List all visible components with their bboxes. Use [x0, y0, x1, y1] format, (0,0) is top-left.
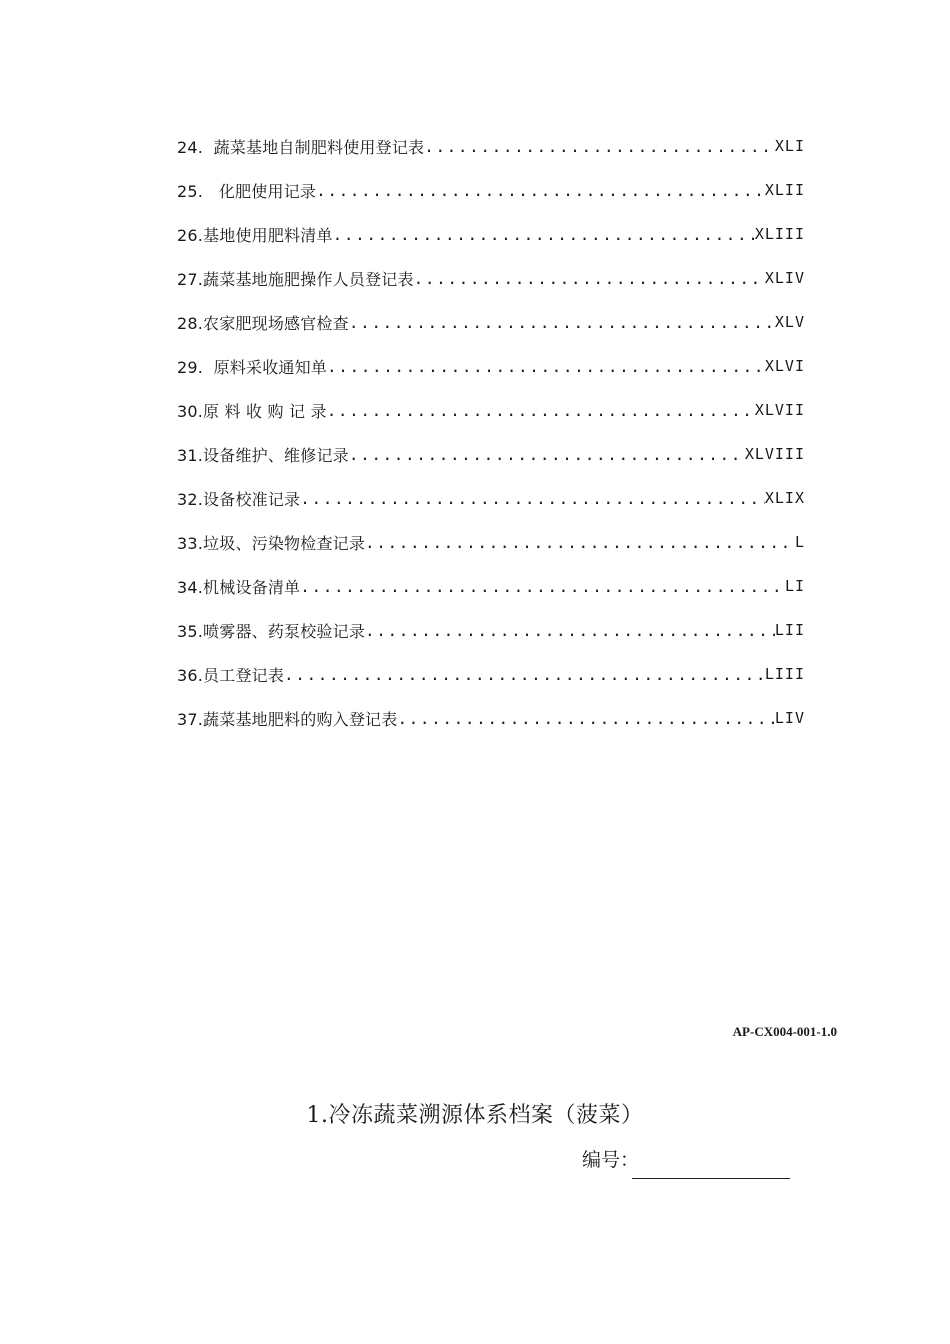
toc-entry[interactable] [177, 520, 805, 564]
toc-entry-page: XLIII [754, 225, 805, 243]
toc-entry[interactable] [177, 564, 805, 608]
toc-entry-page: LII [774, 621, 805, 639]
toc-entry-label: 34.机械设备清单 [177, 577, 301, 597]
toc-entry-label: 25. 化肥使用记录 [177, 181, 317, 201]
toc-entry-label: 24. 蔬菜基地自制肥料使用登记表 [177, 137, 425, 157]
toc-entry[interactable] [177, 608, 805, 652]
toc-leader-dots [284, 665, 765, 684]
toc-entry-page: LIV [774, 709, 805, 727]
toc-entry-label: 31.设备维护、维修记录 [177, 445, 349, 465]
toc-entry[interactable] [177, 432, 805, 476]
toc-leader-dots [316, 181, 765, 200]
toc-leader-dots [349, 445, 745, 464]
toc-leader-dots [365, 533, 795, 552]
toc-entry-page: XLIX [764, 489, 805, 507]
document-code: AP-CX004-001-1.0 [732, 1024, 837, 1039]
toc-entry-label: 27.蔬菜基地施肥操作人员登记表 [177, 269, 414, 289]
toc-leader-dots [349, 313, 775, 332]
toc-leader-dots [365, 621, 775, 640]
toc-entry-page: XLVI [764, 357, 805, 375]
toc-entry-page: L [794, 533, 805, 551]
toc-entry[interactable] [177, 344, 805, 388]
toc-entry-page: XLIV [764, 269, 805, 287]
toc-entry-label: 35.喷雾器、药泵校验记录 [177, 621, 366, 641]
toc-leader-dots [300, 577, 785, 596]
toc-leader-dots [327, 357, 765, 376]
toc-entry-label: 37.蔬菜基地肥料的购入登记表 [177, 709, 398, 729]
toc-entry[interactable] [177, 168, 805, 212]
document-title: 1.冷冻蔬菜溯源体系档案（菠菜） [306, 1103, 644, 1128]
toc-entry[interactable] [177, 388, 805, 432]
toc-entry-page: XLVIII [744, 445, 805, 463]
toc-entry-page: LI [784, 577, 805, 595]
table-of-contents [177, 124, 805, 740]
toc-entry-label: 33.垃圾、污染物检查记录 [177, 533, 366, 553]
toc-entry-label: 32.设备校准记录 [177, 489, 301, 509]
toc-entry-page: XLI [774, 137, 805, 155]
toc-entry[interactable] [177, 300, 805, 344]
toc-entry-label: 30.原 料 收 购 记 录 [177, 401, 327, 421]
toc-leader-dots [327, 401, 755, 420]
toc-leader-dots [424, 137, 775, 156]
document-number-blank-line [632, 1178, 790, 1179]
toc-leader-dots [333, 225, 755, 244]
toc-entry[interactable] [177, 124, 805, 168]
document-number-label: 编号： [582, 1149, 640, 1171]
toc-entry-page: XLVII [754, 401, 805, 419]
toc-entry-page: LIII [764, 665, 805, 683]
toc-leader-dots [300, 489, 765, 508]
toc-entry-page: XLII [764, 181, 805, 199]
toc-leader-dots [414, 269, 765, 288]
toc-entry[interactable] [177, 256, 805, 300]
toc-entry-page: XLV [774, 313, 805, 331]
toc-entry-label: 26.基地使用肥料清单 [177, 225, 333, 245]
toc-entry-label: 29. 原料采收通知单 [177, 357, 328, 377]
toc-entry-label: 36.员工登记表 [177, 665, 285, 685]
toc-entry[interactable] [177, 212, 805, 256]
toc-leader-dots [397, 709, 774, 728]
toc-entry[interactable] [177, 696, 805, 740]
toc-entry[interactable] [177, 476, 805, 520]
toc-entry[interactable] [177, 652, 805, 696]
toc-entry-label: 28.农家肥现场感官检查 [177, 313, 349, 333]
